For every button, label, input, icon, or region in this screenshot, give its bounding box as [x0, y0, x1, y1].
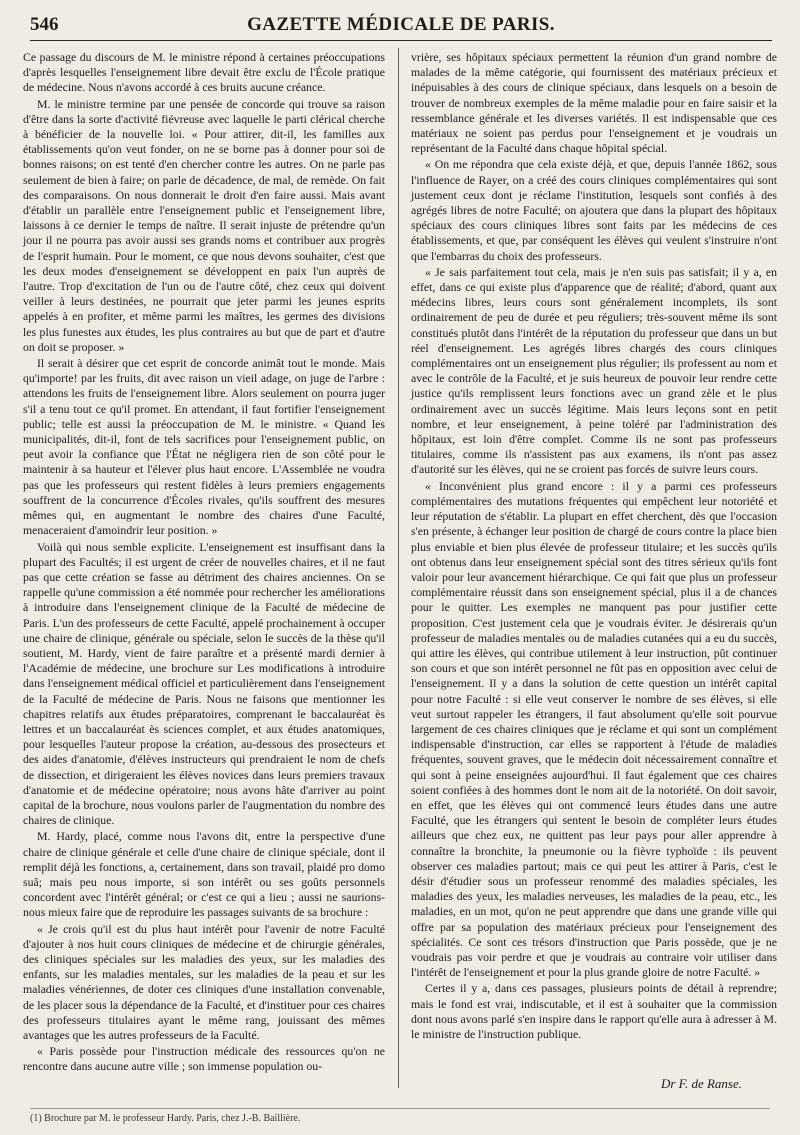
right-column: [411, 50, 777, 1043]
page-number: 546: [30, 14, 59, 35]
paragraph: M. le ministre termine par une pensée de concorde qui trouve sa raison d'être dans la sorte d'activité fiévreuse avec laquelle le parti clérical cherche à bénéficier de la nouvelle loi. « Pour attirer, dit-il, les familles aux établissements qu'on veut fonder, on ne se borne pas à donner pour soi de bonnes raisons; on est tenté d'en chercher contre les autres. On ne parle pas seulement de bien à faire; on parle de décadence, de mal, de remède. On fait des comparaisons. On nous donnerait le droit d'en faire aussi. Mais avant d'établir un parallèle entre l'enseignement public et l'enseignement libre, laissons à ce dernier le temps de naître. Il serait injuste de prétendre qu'un jour il ne pourra pas avoir aussi ses grands noms et contribuer aux progrès de l'esprit humain. Pour le moment, ce que nous devons souhaiter, c'est que les deux modes d'enseignement se développent en paix l'un auprès de l'autre. Trop d'excitation de l'un ou de l'autre côté, chez ceux qui doivent veiller à leurs destinées, ne pourrait que jeter parmi les jeunes esprits appelés à en profiter, et même parmi les maîtres, les germes des divisions les plus funestes aux études, les plus contraires au but que de part et d'autre on doit se proposer. »: [23, 96, 385, 354]
page-header: [30, 14, 772, 41]
paragraph: Ce passage du discours de M. le ministre répond à certaines préoccupations d'après lesquelles l'enseignement libre devait être exclu de l'École pratique de médecine. Nous n'avons accordé à ces bruits aucune créance.: [23, 50, 385, 95]
paragraph: vrière, ses hôpitaux spéciaux permettent la réunion d'un grand nombre de malades de la même catégorie, qui fournissent des matériaux précieux et inépuisables à des cours de clinique spéciaux, dans lesquels on a besoin de trouver de nombreux exemples de la même maladie pour en faire saisir et la ressemblance générale et les diverses variétés. Il est indispensable que ces matériaux ne soient pas perdus pour l'enseignement et je voudrais un représentant de la Faculté dans chaque hôpital spécial.: [411, 50, 777, 156]
footnote: (1) Brochure par M. le professeur Hardy. Paris, chez J.-B. Baillière.: [30, 1108, 770, 1124]
left-column: [23, 50, 385, 1076]
paragraph: « Je sais parfaitement tout cela, mais je n'en suis pas satisfait; il y a, en effet, dans ce qui existe plus d'apparence que de réalité; d'abord, quant aux médecins libres, leurs cours sont généralement incomplets, ils sont ordinairement de peu de durée et peu réguliers; très-souvent même ils sont constitués plutôt dans l'intérêt de la réputation du professeur que dans un but réel d'enseignement. Les agrégés libres chargés des cours cliniques complémentaires ont un enseignement plus régulier; ils professent au nom et avec le contrôle de la Faculté, et je suis heureux de pouvoir leur rendre cette justice qu'ils remplissent leurs fonctions avec un grand zèle et le plus ordinairement avec un succès légitime. Mais leurs leçons sont en petit nombre, et leur enseignement, à peine toléré par l'administration des hôpitaux, est loin d'être complet. Comme ils ne sont pas professeurs titulaires, comme ils n'assistent pas aux examens, ils n'ont pas assez d'autorité sur les élèves, qui ne se croient pas forcés de suivre leurs cours.: [411, 264, 777, 477]
publication-title: GAZETTE MÉDICALE DE PARIS.: [247, 14, 555, 35]
author-signature: Dr F. de Ranse.: [660, 1076, 742, 1091]
paragraph: « Paris possède pour l'instruction médicale des ressources qu'on ne rencontre dans aucune autre ville ; son immense population ou-: [23, 1044, 385, 1074]
paragraph: Il serait à désirer que cet esprit de concorde animât tout le monde. Mais qu'importe! par les fruits, dit avec raison un vieil adage, on juge de l'arbre : attendons les fruits de l'enseignement libre. Alors seulement on pourra juger s'il a tenu tout ce qu'il promet. En attendant, il faut fortifier l'enseignement public; telle est aussi la préoccupation de M. le ministre. « Quand les municipalités, dit-il, font de tels sacrifices pour l'enseignement public, on peut avoir la confiance que l'État ne négligera rien de son côté pour le maintenir à sa hauteur et l'élever plus haut encore. L'Assemblée ne voudra pas que les professeurs qui restent fidèles à leurs premiers engagements souffrent de la concurrence d'Écoles rivales, qu'ils souffrent des mesures mêmes qui, en augmentant le nombre des chaires d'une Faculté, menaceraient d'amoindrir leur position. »: [23, 356, 385, 538]
paragraph: Certes il y a, dans ces passages, plusieurs points de détail à reprendre; mais le fond est vrai, indiscutable, et il est à souhaiter que la commission dont nous avons parlé s'en inspire dans le rapport qu'elle aura à adresser à M. le ministre de l'instruction publique.: [411, 981, 777, 1041]
column-divider: [398, 48, 399, 1088]
paragraph: « Je crois qu'il est du plus haut intérêt pour l'avenir de notre Faculté d'ajouter à nos huit cours cliniques de médecine et de chirurgie générales, des cliniques spéciales sur les maladies des yeux, sur les maladies des enfants, sur les maladies mentales, sur les maladies de la peau et sur les maladies vénériennes, de doter ces cliniques d'une installation convenable, de les placer sous la dépendance de la Faculté, et d'instituer pour ces chaires des professeurs titulaires ayant le même rang, jouissant des mêmes avantages que les autres professeurs de la Faculté.: [23, 921, 385, 1042]
paragraph: Voilà qui nous semble explicite. L'enseignement est insuffisant dans la plupart des Facultés; il est urgent de créer de nouvelles chaires, et il ne faut pas que cette création se fasse au détriment des chaires anciennes. On se rappelle qu'une commission a été nommée pour rechercher les améliorations à introduire dans l'enseignement clinique de la Faculté de médecine de Paris. L'un des professeurs de cette Faculté, appelé prochainement à occuper une chaire de clinique, générale ou spéciale, selon le succès de la thèse qu'il soutient, M. Hardy, vient de faire paraître et a présenté mardi dernier à l'Académie de médecine, une brochure sur Les modifications à introduire dans l'enseignement médical officiel et particulièrement dans l'enseignement de la Faculté de médecine de Paris. Nous ne faisons que mentionner les chapitres relatifs aux études préparatoires, comprenant le baccalauréat ès lettres et un baccalauréat ès sciences complet, et aux études anatomiques, pour lesquelles l'auteur propose la création, au-dessous des prosecteurs et des aides d'anatomie, d'élèves instructeurs qui prendraient le nom de chefs de dissection, et dirigeraient les élèves novices dans leurs premiers travaux d'anatomie et de médecine opératoire; nous avons hâte d'arriver au point capital de la brochure, nous voulons parler de l'augmentation du nombre des chaires de clinique.: [23, 539, 385, 828]
paragraph: « Inconvénient plus grand encore : il y a parmi ces professeurs complémentaires des mutations fréquentes qui empêchent leur notoriété et leur réputation de s'établir. La plupart en effet cherchent, dès que l'occasion s'en présente, à échanger leur position de chargé de cours contre la place bien plus enviable et bien plus élevée de professeur titulaire; et les succès qu'ils ont obtenus dans leur enseignement spécial sont des titres sérieux qu'ils font valoir pour leur avancement hiérarchique. Ce qui fait que plus un professeur complémentaire réussit dans son enseignement spécial, plus il a de chances pour le quitter. Les exemples ne manquent pas pour justifier cette proposition. C'est justement cela que je voudrais éviter. Je désirerais qu'un professeur de maladies mentales ou de maladies cutanées qui a eu du succès, qui attire les élèves, qui contribue utilement à leur instruction, pût continuer son cours et que son intérêt personnel ne fût pas en opposition avec celui de l'enseignement. Il y a dans la solution de cette question un intérêt capital pour notre Faculté : si elle veut conserver le nombre de ses élèves, si elle veut surtout rappeler les étrangers, il faut absolument qu'elle soit pourvue largement de ces chaires cliniques que je réclame et qui sont un complément indispensable d'instruction, car elles se rapportent à l'étude de maladies fréquentes, souvent graves, que le médecin doit nécessairement connaître et qui sont à peine enseignées aujourd'hui. Il faut également que ces chaires soient confiées à des hommes dont le nom ait de la notoriété. On doit savoir, en effet, que les élèves qui ont commencé leurs études dans une autre Faculté, que les étrangers qui sentent le besoin de compléter leurs études ailleurs que chez eux, ne quittent pas leur pays pour aller apprendre à connaître la bronchite, la pneumonie ou la fièvre typhoïde : ils peuvent observer ces maladies partout; mais ce qui peut les attirer à Paris, c'est le désir d'étudier sous un professeur renommé des maladies spéciales, les maladies des yeux, les maladies nerveuses, les maladies de la peau, etc., les maladies, en un mot, qu'on ne peut apprendre que dans une grande ville qui offre par sa population des matériaux précieux pour l'enseignement des spécialités. Ce sont ces trésors d'instruction que Paris possède, que je ne voudrais pas voir perdre et que je voudrais au contraire voir utiliser dans l'intérêt de l'enseignement et pour la plus grande gloire de notre Faculté. »: [411, 478, 777, 980]
paragraph: M. Hardy, placé, comme nous l'avons dit, entre la perspective d'une chaire de clinique générale et celle d'une chaire de clinique spéciale, dont il remplit déjà les fonctions, a, certainement, dans son travail, plaidé pro domo suâ; mais peu nous importe, si son intérêt ou ses goûts personnels concordent avec l'intérêt général; or c'est ce qui a lieu ; aussi ne saurions-nous mieux faire que de reproduire les passages suivants de sa brochure :: [23, 829, 385, 920]
paragraph: « On me répondra que cela existe déjà, et que, depuis l'année 1862, sous l'influence de Rayer, on a créé des cours cliniques complémentaires qui sont justement ceux dont je réclame l'institution, lesquels sont confiés à des agrégés libres de notre Faculté; on ajoutera que dans la plupart des hôpitaux spéciaux des cours cliniques libres sont faits par les médecins de ces établissements, et que, par conséquent les élèves qui veulent s'instruire n'ont que l'embarras du choix des professeurs.: [411, 157, 777, 263]
